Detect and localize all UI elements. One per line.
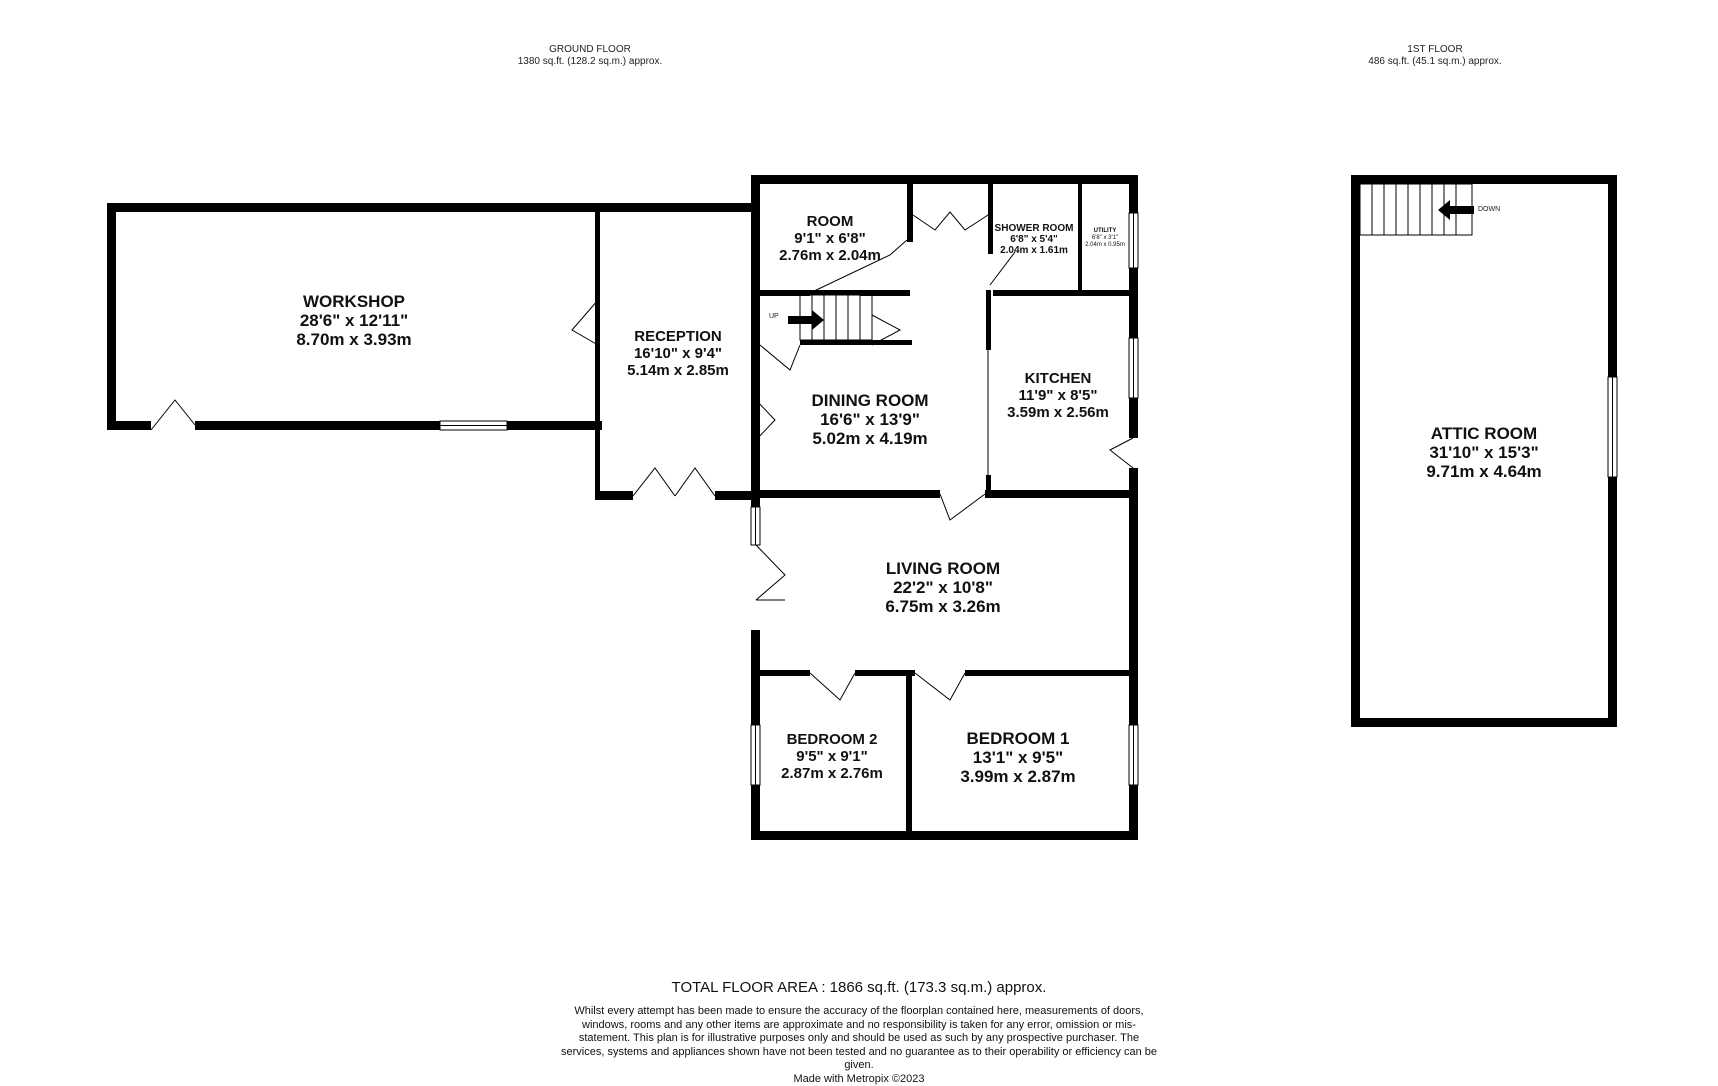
arrow-up-icon	[788, 310, 824, 330]
wall-dining-bottom-a	[760, 490, 940, 498]
footer	[0, 979, 1718, 1086]
room-label-shower-room	[995, 223, 1074, 256]
wall-attic-right-a	[1608, 175, 1617, 377]
door-workshop-exterior	[151, 400, 195, 430]
wall-bottom	[751, 831, 1138, 840]
door-reception-front	[633, 468, 715, 496]
room-name: ATTIC ROOM	[1430, 424, 1538, 443]
room-imperial: 31'10" x 15'3"	[1429, 443, 1539, 462]
wall-attic-right-b	[1608, 477, 1617, 727]
door-bedroom-2	[810, 673, 855, 700]
wall-attic-top	[1351, 175, 1617, 184]
ground-floor-title: GROUND FLOOR	[549, 44, 631, 55]
doors	[151, 212, 1133, 700]
room-metric: 2.04m x 1.61m	[1000, 245, 1068, 256]
wall-living-bottom-c	[965, 670, 1129, 676]
wall-top-outer	[751, 175, 1138, 184]
room-name: UTILITY	[1093, 228, 1117, 234]
attic-stairs	[1360, 184, 1474, 235]
ground-stairs	[788, 295, 872, 340]
room-label-workshop	[296, 292, 411, 349]
wall-reception-bottom-a	[595, 491, 633, 500]
room-metric: 8.70m x 3.93m	[296, 330, 412, 349]
wall-utility-left	[1078, 184, 1082, 292]
room-name: WORKSHOP	[303, 292, 405, 311]
room-imperial: 16'10" x 9'4"	[633, 345, 723, 362]
room-imperial: 11'9" x 8'5"	[1018, 387, 1098, 404]
room-label-dining-room	[811, 391, 928, 448]
stairs-down-label: DOWN	[1478, 206, 1501, 213]
room-name: SHOWER ROOM	[994, 223, 1074, 234]
room-imperial: 6'8" x 3'1"	[1091, 235, 1119, 241]
room-label-kitchen	[1007, 370, 1109, 421]
made-with-credit: Made with Metropix ©2023	[793, 1072, 925, 1085]
room-imperial: 16'6" x 13'9"	[820, 410, 920, 429]
wall-reception-left	[595, 212, 600, 500]
room-label-utility	[1085, 228, 1125, 249]
first-floor-title: 1ST FLOOR	[1407, 44, 1463, 55]
wall-right-upper-c	[1129, 398, 1138, 438]
door-reception-stair	[760, 345, 800, 370]
wall-room-right	[907, 184, 913, 242]
door-shower	[990, 252, 1015, 285]
room-metric: 2.04m x 0.95m	[1085, 242, 1125, 248]
room-name: RECEPTION	[634, 328, 722, 345]
room-metric: 6.75m x 3.26m	[885, 597, 1001, 616]
room-label-attic-room	[1426, 424, 1541, 481]
wall-shower-bottom	[993, 290, 1129, 296]
wall-workshop-bottom-c	[507, 421, 602, 430]
room-label-living-room	[885, 559, 1000, 616]
room-label-bedroom-2	[781, 731, 883, 782]
wall-kitchen-left-a	[986, 290, 991, 350]
wall-right-upper-b	[1129, 268, 1138, 338]
wall-right-lower-a	[1129, 620, 1138, 725]
wall-workshop-bottom-b	[195, 421, 440, 430]
room-metric: 5.02m x 4.19m	[812, 429, 928, 448]
wall-right-upper-a	[1129, 175, 1138, 213]
wall-left-upper	[751, 175, 760, 535]
room-imperial: 28'6" x 12'11"	[299, 311, 409, 330]
room-metric: 2.76m x 2.04m	[779, 247, 881, 264]
room-name: BEDROOM 1	[966, 729, 1070, 748]
wall-wc-left	[988, 184, 993, 254]
room-name: KITCHEN	[1024, 370, 1092, 387]
first-floor-area: 486 sq.ft. (45.1 sq.m.) approx.	[1368, 56, 1502, 67]
room-label-room	[779, 213, 881, 264]
room-imperial: 6'8" x 5'4"	[1010, 234, 1058, 245]
room-name: LIVING ROOM	[885, 559, 1001, 578]
wall-living-bottom-b	[855, 670, 915, 676]
ground-floor-area: 1380 sq.ft. (128.2 sq.m.) approx.	[517, 56, 663, 67]
door-kitchen-exterior	[1110, 438, 1133, 468]
wall-living-bottom-a	[760, 670, 810, 676]
wall-attic-left	[1351, 175, 1360, 727]
room-imperial: 22'2" x 10'8"	[893, 578, 993, 597]
wall-right-upper-d	[1129, 468, 1138, 628]
wall-workshop-top	[107, 203, 757, 212]
total-floor-area: TOTAL FLOOR AREA : 1866 sq.ft. (173.3 sq.m.) approx.	[671, 979, 1047, 996]
room-metric: 3.99m x 2.87m	[960, 767, 1076, 786]
disclaimer: Whilst every attempt has been made to ensure the accuracy of the floorplan contained here, measurements of doors, windows, rooms and any other items are approximate and no responsibility is taken for any error, omission or mis-statement. This plan is for illustrative purposes only and should be used as such by any prospective purchaser. The services, systems and appliances shown have not been tested and no guarantee as to their operability or efficiency can be given.	[561, 1005, 1157, 1071]
room-label-bedroom-1	[960, 729, 1075, 786]
room-metric: 2.87m x 2.76m	[781, 765, 883, 782]
room-metric: 3.59m x 2.56m	[1007, 404, 1109, 421]
room-name: DINING ROOM	[811, 391, 929, 410]
room-imperial: 9'5" x 9'1"	[796, 748, 868, 765]
wall-attic-bottom	[1351, 718, 1617, 727]
door-living-side	[756, 545, 785, 600]
room-name: BEDROOM 2	[786, 731, 878, 748]
windows	[440, 213, 1138, 785]
door-dining-living	[940, 494, 985, 520]
wall-workshop-bottom-a	[107, 421, 151, 430]
door-bedroom-1	[915, 673, 965, 700]
door-cupboard	[913, 212, 988, 230]
door-reception-workshop	[572, 300, 598, 345]
wall-bedroom-divider	[906, 676, 912, 831]
stairs-up-label: UP	[769, 313, 779, 320]
room-imperial: 9'1" x 6'8"	[794, 230, 866, 247]
room-metric: 5.14m x 2.85m	[627, 362, 729, 379]
room-imperial: 13'1" x 9'5"	[972, 748, 1064, 767]
wall-stair-bottom	[800, 340, 912, 345]
wall-workshop-left	[107, 203, 116, 430]
room-metric: 9.71m x 4.64m	[1426, 462, 1542, 481]
room-name: ROOM	[806, 213, 854, 230]
wall-dining-bottom-b	[985, 490, 1129, 498]
room-label-reception	[627, 328, 729, 379]
